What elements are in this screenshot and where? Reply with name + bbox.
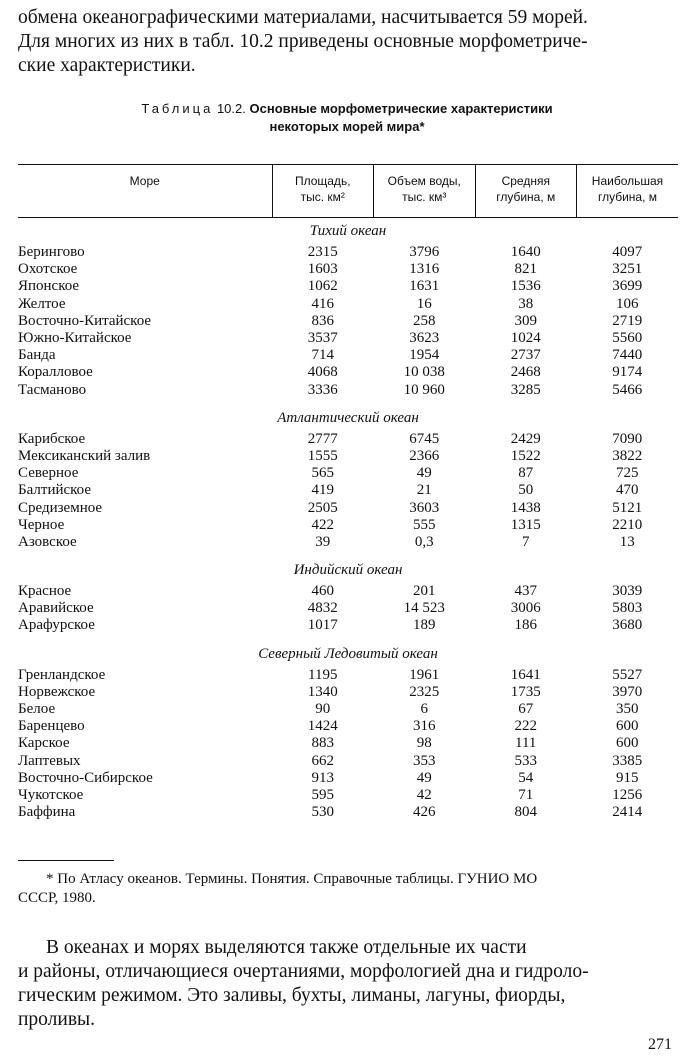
volume-value: 16 <box>416 295 432 312</box>
mean-depth-value: 437 <box>514 583 537 600</box>
sea-name: Охотское <box>18 261 78 278</box>
volume-value: 555 <box>413 516 436 533</box>
text-line: гическим режимом. Это заливы, бухты, лиманы, лагуны, фиорды, <box>18 985 566 1006</box>
area-value: 3537 <box>307 330 338 347</box>
mean-depth-value: 111 <box>515 735 537 752</box>
area-value: 883 <box>311 735 334 752</box>
ocean-name: Атлантический океан <box>277 409 419 426</box>
ocean-group-header <box>18 557 678 583</box>
max-depth-value: 3039 <box>612 583 643 600</box>
table-row <box>18 431 678 448</box>
mean-depth-value: 1640 <box>510 244 541 261</box>
sea-name: Тасманово <box>18 381 87 398</box>
caption-label: Таблица <box>141 101 214 116</box>
area-value: 1424 <box>307 718 338 735</box>
volume-value: 49 <box>416 465 432 482</box>
mean-depth-value: 2429 <box>510 430 541 447</box>
text-line: и районы, отличающиеся очертаниями, морфологией дна и гидроло- <box>18 961 589 982</box>
area-value: 662 <box>311 752 334 769</box>
table-row <box>18 804 678 821</box>
sea-name: Карибское <box>18 430 86 447</box>
max-depth-value: 915 <box>616 769 639 786</box>
max-depth-value: 5121 <box>612 499 643 516</box>
text-line: ские характеристики. <box>18 55 196 76</box>
header-max-depth: Наибольшая глубина, м <box>577 165 679 218</box>
header-area: Площадь, тыс. км² <box>272 165 374 218</box>
table-row <box>18 244 678 261</box>
volume-value: 10 038 <box>403 364 445 381</box>
mean-depth-value: 38 <box>518 295 534 312</box>
caption-line-1 <box>0 100 694 118</box>
mean-depth-value: 804 <box>514 804 537 821</box>
volume-value: 426 <box>413 804 436 821</box>
max-depth-value: 3680 <box>612 617 643 634</box>
volume-value: 353 <box>413 752 436 769</box>
mean-depth-value: 7 <box>522 533 530 550</box>
volume-value: 6745 <box>409 430 440 447</box>
max-depth-value: 5560 <box>612 330 643 347</box>
mean-depth-value: 222 <box>514 718 537 735</box>
caption-title-line-2: некоторых морей мира* <box>269 119 425 134</box>
volume-value: 2366 <box>409 447 440 464</box>
mean-depth-value: 821 <box>514 261 537 278</box>
sea-name: Баренцево <box>18 718 85 735</box>
max-depth-value: 5527 <box>612 666 643 683</box>
area-value: 422 <box>311 516 334 533</box>
volume-value: 14 523 <box>403 600 445 617</box>
area-value: 595 <box>311 786 334 803</box>
sea-name: Лаптевых <box>18 752 81 769</box>
table-row <box>18 718 678 735</box>
sea-name: Восточно-Сибирское <box>18 769 153 786</box>
max-depth-value: 2414 <box>612 804 643 821</box>
sea-name: Банда <box>18 347 56 364</box>
footnote-line: СССР, 1980. <box>18 890 96 906</box>
mean-depth-value: 1522 <box>510 447 541 464</box>
table-row <box>18 364 678 381</box>
mean-depth-value: 87 <box>518 465 534 482</box>
area-value: 836 <box>311 312 334 329</box>
max-depth-value: 600 <box>616 735 639 752</box>
max-depth-value: 350 <box>616 701 639 718</box>
volume-value: 1316 <box>409 261 440 278</box>
mean-depth-value: 54 <box>518 769 534 786</box>
volume-value: 3623 <box>409 330 440 347</box>
sea-name: Южно-Китайское <box>18 330 132 347</box>
table-row <box>18 735 678 752</box>
sea-name: Баффина <box>18 804 76 821</box>
volume-value: 98 <box>416 735 432 752</box>
volume-value: 10 960 <box>403 381 445 398</box>
area-value: 2777 <box>307 430 338 447</box>
volume-value: 1961 <box>409 666 440 683</box>
mean-depth-value: 3006 <box>510 600 541 617</box>
volume-value: 3603 <box>409 499 440 516</box>
volume-value: 0,3 <box>414 533 434 550</box>
table-row <box>18 667 678 684</box>
table-caption <box>0 100 694 136</box>
table-row <box>18 448 678 465</box>
max-depth-value: 470 <box>616 482 639 499</box>
sea-name: Чукотское <box>18 786 84 803</box>
area-value: 416 <box>311 295 334 312</box>
table-row <box>18 753 678 770</box>
area-value: 419 <box>311 482 334 499</box>
area-value: 1555 <box>307 447 338 464</box>
max-depth-value: 106 <box>616 295 639 312</box>
table-row <box>18 347 678 364</box>
sea-name: Красное <box>18 583 72 600</box>
sea-name: Мексиканский залив <box>18 447 151 464</box>
table-row <box>18 787 678 804</box>
area-value: 1195 <box>308 666 338 683</box>
table-row <box>18 770 678 787</box>
sea-name: Восточно-Китайское <box>18 312 152 329</box>
ocean-name: Тихий океан <box>309 223 387 239</box>
area-value: 565 <box>311 465 334 482</box>
sea-name: Аравийское <box>18 600 94 617</box>
table-row <box>18 465 678 482</box>
area-value: 90 <box>315 701 331 718</box>
footnote-line: * По Атласу океанов. Термины. Понятия. Справочные таблицы. ГУНИО МО <box>46 871 538 887</box>
max-depth-value: 4097 <box>612 244 643 261</box>
area-value: 714 <box>311 347 334 364</box>
sea-name: Гренландское <box>18 666 106 683</box>
max-depth-value: 600 <box>616 718 639 735</box>
sea-name: Белое <box>18 701 56 718</box>
max-depth-value: 13 <box>619 533 635 550</box>
area-value: 4068 <box>307 364 338 381</box>
header-sea: Море <box>18 165 272 218</box>
table-row <box>18 517 678 534</box>
volume-value: 49 <box>416 769 432 786</box>
volume-value: 6 <box>420 701 428 718</box>
table-row <box>18 261 678 278</box>
volume-value: 258 <box>413 312 436 329</box>
mean-depth-value: 1735 <box>510 683 541 700</box>
morphometric-table-container <box>18 164 678 821</box>
mean-depth-value: 67 <box>518 701 534 718</box>
volume-value: 189 <box>413 617 436 634</box>
mean-depth-value: 3285 <box>510 381 541 398</box>
caption-title-line-1: Основные морфометрические характеристики <box>249 101 553 116</box>
max-depth-value: 3385 <box>612 752 643 769</box>
max-depth-value: 725 <box>616 465 639 482</box>
outro-paragraph <box>18 936 678 1032</box>
text-line: Для многих из них в табл. 10.2 приведены основные морфометриче- <box>18 31 588 52</box>
intro-paragraph <box>18 6 678 78</box>
table-row <box>18 583 678 600</box>
ocean-name: Северный Ледовитый океан <box>258 645 438 662</box>
table-header-row <box>18 165 678 218</box>
footnote-rule <box>18 860 114 861</box>
sea-name: Берингово <box>18 244 85 261</box>
max-depth-value: 5803 <box>612 600 643 617</box>
area-value: 1603 <box>307 261 338 278</box>
sea-name: Норвежское <box>18 683 96 700</box>
max-depth-value: 3970 <box>612 683 643 700</box>
table-row <box>18 684 678 701</box>
ocean-group-header <box>18 641 678 667</box>
area-value: 1340 <box>307 683 338 700</box>
area-value: 530 <box>311 804 334 821</box>
mean-depth-value: 1024 <box>510 330 541 347</box>
table-row <box>18 382 678 399</box>
volume-value: 1954 <box>409 347 440 364</box>
area-value: 2315 <box>307 244 338 261</box>
header-volume: Объем воды, тыс. км³ <box>374 165 476 218</box>
sea-name: Арафурское <box>18 617 95 634</box>
area-value: 2505 <box>307 499 338 516</box>
volume-value: 42 <box>416 786 432 803</box>
sea-name: Японское <box>18 278 80 295</box>
table-row <box>18 278 678 295</box>
table-row <box>18 600 678 617</box>
mean-depth-value: 2468 <box>510 364 541 381</box>
max-depth-value: 7090 <box>612 430 643 447</box>
volume-value: 21 <box>416 482 432 499</box>
text-line: В океанах и морях выделяются также отдельные их части <box>46 937 527 958</box>
table-row <box>18 482 678 499</box>
area-value: 39 <box>315 533 331 550</box>
footnote <box>18 870 678 908</box>
max-depth-value: 9174 <box>612 364 643 381</box>
area-value: 1062 <box>307 278 338 295</box>
table-body <box>18 218 678 822</box>
ocean-group-header <box>18 405 678 431</box>
volume-value: 316 <box>413 718 436 735</box>
mean-depth-value: 533 <box>514 752 537 769</box>
volume-value: 1631 <box>409 278 440 295</box>
header-mean-depth: Средняя глубина, м <box>475 165 577 218</box>
max-depth-value: 3699 <box>612 278 643 295</box>
mean-depth-value: 1438 <box>510 499 541 516</box>
area-value: 3336 <box>307 381 338 398</box>
mean-depth-value: 186 <box>514 617 537 634</box>
sea-name: Балтийское <box>18 482 92 499</box>
mean-depth-value: 1536 <box>510 278 541 295</box>
sea-name: Коралловое <box>18 364 93 381</box>
max-depth-value: 3251 <box>612 261 643 278</box>
table-row <box>18 296 678 313</box>
mean-depth-value: 1315 <box>510 516 541 533</box>
text-line: обмена океанографическими материалами, насчитывается 59 морей. <box>18 7 588 28</box>
max-depth-value: 7440 <box>612 347 643 364</box>
table-row <box>18 534 678 551</box>
mean-depth-value: 1641 <box>510 666 541 683</box>
mean-depth-value: 50 <box>518 482 534 499</box>
table-row <box>18 330 678 347</box>
max-depth-value: 2210 <box>612 516 643 533</box>
table-row <box>18 701 678 718</box>
area-value: 1017 <box>307 617 338 634</box>
area-value: 913 <box>311 769 334 786</box>
ocean-name: Индийский океан <box>293 562 403 578</box>
ocean-group-header <box>18 218 678 245</box>
text-line: проливы. <box>18 1009 96 1030</box>
volume-value: 201 <box>413 583 436 600</box>
max-depth-value: 2719 <box>612 312 643 329</box>
volume-value: 3796 <box>409 244 440 261</box>
sea-name: Средиземное <box>18 499 103 516</box>
table-row <box>18 617 678 634</box>
sea-name: Северное <box>18 465 79 482</box>
mean-depth-value: 71 <box>518 786 534 803</box>
mean-depth-value: 309 <box>514 312 537 329</box>
max-depth-value: 5466 <box>612 381 643 398</box>
morphometric-table <box>18 164 678 821</box>
max-depth-value: 1256 <box>612 786 643 803</box>
caption-number: 10.2. <box>216 101 246 116</box>
volume-value: 2325 <box>409 683 440 700</box>
area-value: 4832 <box>307 600 338 617</box>
sea-name: Карское <box>18 735 70 752</box>
sea-name: Азовское <box>18 533 77 550</box>
table-row <box>18 313 678 330</box>
sea-name: Желтое <box>18 295 66 312</box>
sea-name: Черное <box>18 516 65 533</box>
max-depth-value: 3822 <box>612 447 643 464</box>
table-row <box>18 499 678 516</box>
area-value: 460 <box>311 583 334 600</box>
page-number: 271 <box>648 1036 672 1053</box>
mean-depth-value: 2737 <box>510 347 541 364</box>
